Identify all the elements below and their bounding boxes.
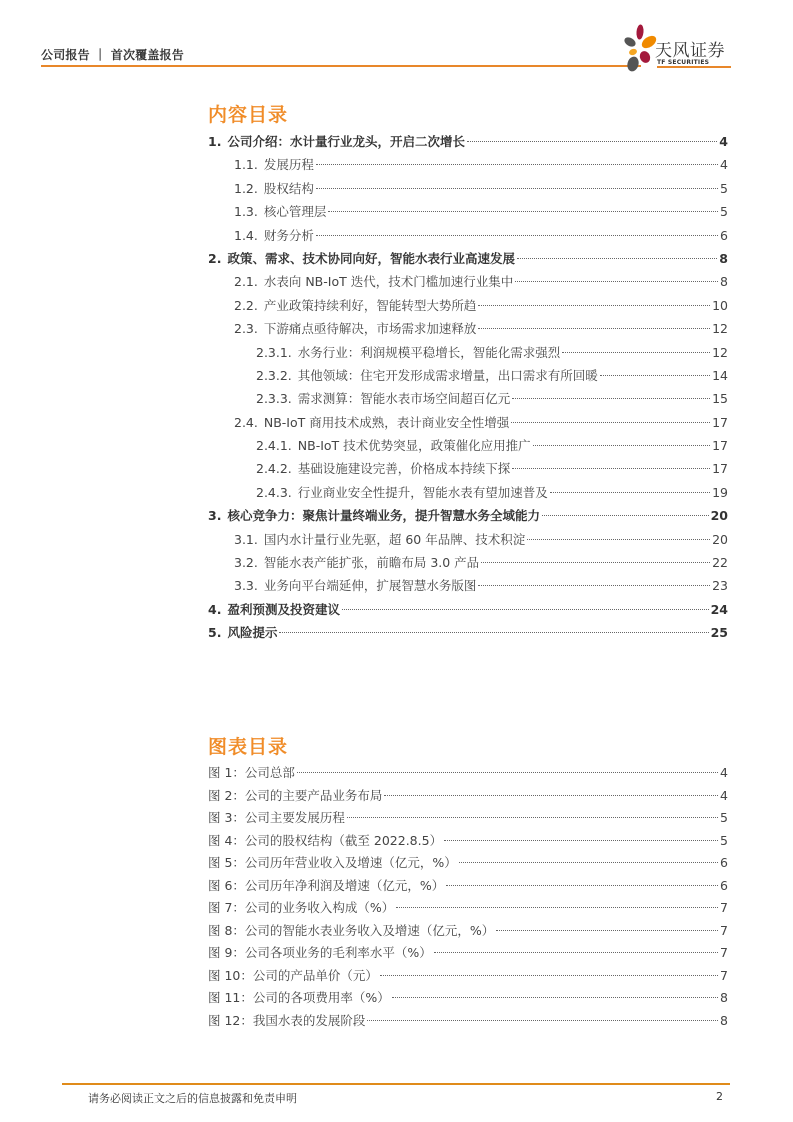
toc-entry-title: 基础设施建设完善，价格成本持续下探 bbox=[297, 461, 511, 477]
list-of-figures bbox=[208, 732, 728, 1032]
dot-leader bbox=[517, 258, 717, 259]
toc-entry-page: 4 bbox=[720, 157, 728, 173]
logo-english-name: TF SECURITIES bbox=[657, 59, 710, 66]
toc-entry-title: 财务分析 bbox=[263, 227, 314, 243]
dot-leader bbox=[384, 795, 718, 796]
toc-entry-number: 3.3. bbox=[234, 578, 258, 594]
toc-entry-number: 1.4. bbox=[234, 227, 258, 243]
dot-leader bbox=[481, 562, 710, 563]
figure-entry[interactable] bbox=[208, 762, 728, 785]
toc-entry-page: 17 bbox=[712, 414, 728, 430]
toc-entry-number: 3.2. bbox=[234, 555, 258, 571]
toc-entry-number: 3.1. bbox=[234, 531, 258, 547]
toc-entry[interactable] bbox=[208, 551, 728, 574]
toc-entry-number: 4. bbox=[208, 601, 222, 617]
dot-leader bbox=[328, 211, 718, 212]
toc-entry-number: 1.3. bbox=[234, 204, 258, 220]
dot-leader bbox=[542, 515, 709, 516]
toc-entry-number: 2.4.3. bbox=[256, 484, 292, 500]
report-type-label: 公司报告 ｜ 首次覆盖报告 bbox=[41, 48, 184, 62]
toc-entry[interactable] bbox=[208, 598, 728, 621]
toc-entry[interactable] bbox=[208, 528, 728, 551]
toc-entry[interactable] bbox=[208, 224, 728, 247]
dot-leader bbox=[316, 188, 718, 189]
figure-entry-page: 4 bbox=[720, 765, 728, 780]
dot-leader bbox=[434, 952, 718, 953]
toc-entry-title: 产业政策持续利好，智能转型大势所趋 bbox=[263, 297, 477, 313]
footer-divider bbox=[62, 1083, 730, 1085]
toc-entry-page: 17 bbox=[712, 461, 728, 477]
logo-chinese-name: 天风证券 bbox=[655, 41, 725, 61]
table-of-contents bbox=[208, 100, 728, 645]
toc-entry-number: 2.3. bbox=[234, 321, 258, 337]
toc-entry-title: 核心管理层 bbox=[263, 204, 327, 220]
dot-leader bbox=[444, 840, 718, 841]
figure-entry-page: 6 bbox=[720, 877, 728, 893]
dot-leader bbox=[478, 585, 710, 586]
toc-entry-title: 行业商业安全性提升，智能水表有望加速普及 bbox=[297, 484, 548, 500]
figure-entry[interactable] bbox=[208, 897, 728, 920]
figure-entry-page: 7 bbox=[720, 967, 728, 983]
toc-entry[interactable] bbox=[208, 130, 728, 153]
toc-entry-title: 公司介绍：水计量行业龙头，开启二次增长 bbox=[227, 134, 465, 149]
toc-entry-page: 10 bbox=[712, 297, 728, 313]
toc-entry-title: 盈利预测及投资建议 bbox=[227, 601, 340, 617]
toc-entry-number: 2.4.1. bbox=[256, 438, 292, 454]
figure-entry[interactable] bbox=[208, 785, 728, 808]
dot-leader bbox=[347, 817, 718, 818]
figure-entry-title: 图 10：公司的产品单价（元） bbox=[208, 967, 378, 983]
toc-entry[interactable] bbox=[208, 247, 728, 270]
toc-entry[interactable] bbox=[208, 504, 728, 527]
figure-entry-title: 图 9：公司各项业务的毛利率水平（%） bbox=[208, 945, 432, 960]
dot-leader bbox=[511, 422, 710, 423]
figure-entry[interactable] bbox=[208, 875, 728, 898]
toc-entry-title: 智能水表产能扩张，前瞻布局 3.0 产品 bbox=[263, 555, 480, 571]
toc-entry-page: 4 bbox=[719, 134, 728, 149]
toc-entry[interactable] bbox=[208, 481, 728, 504]
figure-entry-title: 图 11：公司的各项费用率（%） bbox=[208, 990, 390, 1005]
toc-entry-number: 3. bbox=[208, 508, 222, 524]
figure-entry-page: 5 bbox=[720, 832, 728, 848]
toc-entry[interactable] bbox=[208, 457, 728, 480]
figure-entry-title: 图 1：公司总部 bbox=[208, 765, 295, 780]
toc-entry-page: 25 bbox=[710, 625, 728, 641]
toc-entry-page: 17 bbox=[712, 438, 728, 454]
figures-title: 图表目录 bbox=[208, 736, 289, 758]
toc-entry[interactable] bbox=[208, 177, 728, 200]
toc-entry-number: 2.3.3. bbox=[256, 391, 292, 407]
figure-entry[interactable] bbox=[208, 987, 728, 1010]
figure-entry[interactable] bbox=[208, 852, 728, 875]
figure-entry[interactable] bbox=[208, 920, 728, 943]
dot-leader bbox=[527, 539, 710, 540]
dot-leader bbox=[380, 975, 718, 976]
dot-leader bbox=[367, 1020, 718, 1021]
dot-leader bbox=[316, 164, 718, 165]
toc-entry[interactable] bbox=[208, 270, 728, 293]
toc-entry-number: 2.3.2. bbox=[256, 367, 292, 383]
toc-entry[interactable] bbox=[208, 153, 728, 176]
footer-disclaimer: 请务必阅读正文之后的信息披露和免责申明 bbox=[88, 1092, 297, 1105]
toc-entry-title: 水务行业：利润规模平稳增长，智能化需求强烈 bbox=[297, 344, 561, 360]
dot-leader bbox=[478, 328, 710, 329]
dot-leader bbox=[512, 398, 710, 399]
figure-entry-page: 6 bbox=[720, 855, 728, 870]
dot-leader bbox=[279, 632, 708, 633]
dot-leader bbox=[515, 281, 718, 282]
toc-entry-page: 19 bbox=[712, 484, 728, 500]
figure-entry-title: 图 7：公司的业务收入构成（%） bbox=[208, 900, 395, 915]
toc-entry[interactable] bbox=[208, 200, 728, 223]
tf-securities-logo bbox=[623, 24, 733, 72]
figure-entry-page: 8 bbox=[720, 1012, 728, 1028]
contents-list bbox=[208, 130, 728, 645]
dot-leader bbox=[496, 930, 718, 931]
toc-entry-page: 5 bbox=[720, 180, 728, 196]
toc-entry-title: 核心竞争力：聚焦计量终端业务，提升智慧水务全域能力 bbox=[227, 508, 540, 524]
figure-entry-page: 5 bbox=[720, 810, 728, 825]
toc-entry-page: 14 bbox=[712, 367, 728, 383]
contents-title: 内容目录 bbox=[208, 104, 289, 126]
figure-entry[interactable] bbox=[208, 807, 728, 830]
figure-entry-title: 图 8：公司的智能水表业务收入及增速（亿元，%） bbox=[208, 922, 495, 938]
toc-entry-page: 6 bbox=[720, 227, 728, 243]
toc-entry[interactable] bbox=[208, 341, 728, 364]
figure-entry-page: 7 bbox=[720, 900, 728, 915]
toc-entry-title: 下游痛点亟待解决，市场需求加速释放 bbox=[263, 321, 477, 337]
toc-entry[interactable] bbox=[208, 294, 728, 317]
toc-entry-page: 12 bbox=[712, 344, 728, 360]
toc-entry-title: 水表向 NB-IoT 迭代，技术门槛加速行业集中 bbox=[263, 274, 514, 290]
dot-leader bbox=[467, 141, 717, 142]
dot-leader bbox=[550, 492, 710, 493]
page-number: 2 bbox=[716, 1090, 723, 1103]
toc-entry[interactable] bbox=[208, 317, 728, 340]
figure-entry-page: 7 bbox=[720, 922, 728, 938]
toc-entry-number: 2.4. bbox=[234, 414, 258, 430]
toc-entry[interactable] bbox=[208, 621, 728, 644]
figure-entry-page: 8 bbox=[720, 990, 728, 1005]
toc-entry-page: 15 bbox=[712, 391, 728, 407]
toc-entry-title: 股权结构 bbox=[263, 180, 314, 196]
dot-leader bbox=[297, 772, 718, 773]
toc-entry-title: NB-IoT 商用技术成熟，表计商业安全性增强 bbox=[263, 414, 510, 430]
dot-leader bbox=[533, 445, 710, 446]
toc-entry-page: 5 bbox=[720, 204, 728, 220]
figure-entry-title: 图 4：公司的股权结构（截至 2022.8.5） bbox=[208, 832, 443, 848]
toc-entry-title: 需求测算：智能水表市场空间超百亿元 bbox=[297, 391, 511, 407]
toc-entry-title: 业务向平台端延伸，扩展智慧水务版图 bbox=[263, 578, 477, 594]
toc-entry[interactable] bbox=[208, 364, 728, 387]
dot-leader bbox=[478, 305, 710, 306]
toc-entry-number: 2. bbox=[208, 250, 222, 266]
toc-entry-number: 1. bbox=[208, 134, 222, 149]
header-divider bbox=[41, 65, 641, 67]
toc-entry-number: 2.4.2. bbox=[256, 461, 292, 477]
figure-entry[interactable] bbox=[208, 1010, 728, 1033]
dot-leader bbox=[342, 609, 709, 610]
toc-entry[interactable] bbox=[208, 434, 728, 457]
toc-entry-number: 1.2. bbox=[234, 180, 258, 196]
toc-entry-number: 1.1. bbox=[234, 157, 258, 173]
toc-entry-page: 20 bbox=[712, 531, 728, 547]
dot-leader bbox=[446, 885, 718, 886]
toc-entry-number: 5. bbox=[208, 625, 222, 641]
figure-entry-title: 图 3：公司主要发展历程 bbox=[208, 810, 345, 825]
dot-leader bbox=[396, 907, 718, 908]
figures-list bbox=[208, 762, 728, 1032]
figure-entry[interactable] bbox=[208, 830, 728, 853]
figure-entry-title: 图 2：公司的主要产品业务布局 bbox=[208, 787, 383, 803]
dot-leader bbox=[600, 375, 710, 376]
toc-entry-number: 2.1. bbox=[234, 274, 258, 290]
dot-leader bbox=[562, 352, 710, 353]
toc-entry-title: 其他领域：住宅开发形成需求增量，出口需求有所回暖 bbox=[297, 367, 598, 383]
figure-entry-page: 4 bbox=[720, 787, 728, 803]
toc-entry[interactable] bbox=[208, 387, 728, 410]
logo-underline bbox=[657, 66, 731, 68]
toc-entry-number: 2.2. bbox=[234, 297, 258, 313]
toc-entry-page: 8 bbox=[720, 274, 728, 290]
page-header bbox=[41, 0, 731, 67]
figure-entry-title: 图 6：公司历年净利润及增速（亿元，%） bbox=[208, 877, 445, 893]
toc-entry-page: 24 bbox=[710, 601, 728, 617]
dot-leader bbox=[459, 862, 718, 863]
toc-entry-title: 政策、需求、技术协同向好，智能水表行业高速发展 bbox=[227, 250, 515, 266]
toc-entry[interactable] bbox=[208, 411, 728, 434]
toc-entry-title: 发展历程 bbox=[263, 157, 314, 173]
dot-leader bbox=[512, 468, 710, 469]
toc-entry-title: 国内水计量行业先驱，超 60 年品牌、技术积淀 bbox=[263, 531, 526, 547]
figure-entry-title: 图 12：我国水表的发展阶段 bbox=[208, 1012, 366, 1028]
toc-entry-title: 风险提示 bbox=[227, 625, 278, 641]
toc-entry-page: 8 bbox=[719, 250, 728, 266]
figure-entry-page: 7 bbox=[720, 945, 728, 960]
dot-leader bbox=[392, 997, 718, 998]
toc-entry-number: 2.3.1. bbox=[256, 344, 292, 360]
dot-leader bbox=[316, 235, 718, 236]
figure-entry[interactable] bbox=[208, 965, 728, 988]
toc-entry-page: 20 bbox=[710, 508, 728, 524]
toc-entry[interactable] bbox=[208, 574, 728, 597]
figure-entry[interactable] bbox=[208, 942, 728, 965]
toc-entry-page: 23 bbox=[712, 578, 728, 594]
toc-entry-page: 22 bbox=[712, 555, 728, 571]
figure-entry-title: 图 5：公司历年营业收入及增速（亿元，%） bbox=[208, 855, 457, 870]
toc-entry-page: 12 bbox=[712, 321, 728, 337]
flower-logo-icon bbox=[623, 24, 657, 74]
toc-entry-title: NB-IoT 技术优势突显，政策催化应用推广 bbox=[297, 438, 531, 454]
